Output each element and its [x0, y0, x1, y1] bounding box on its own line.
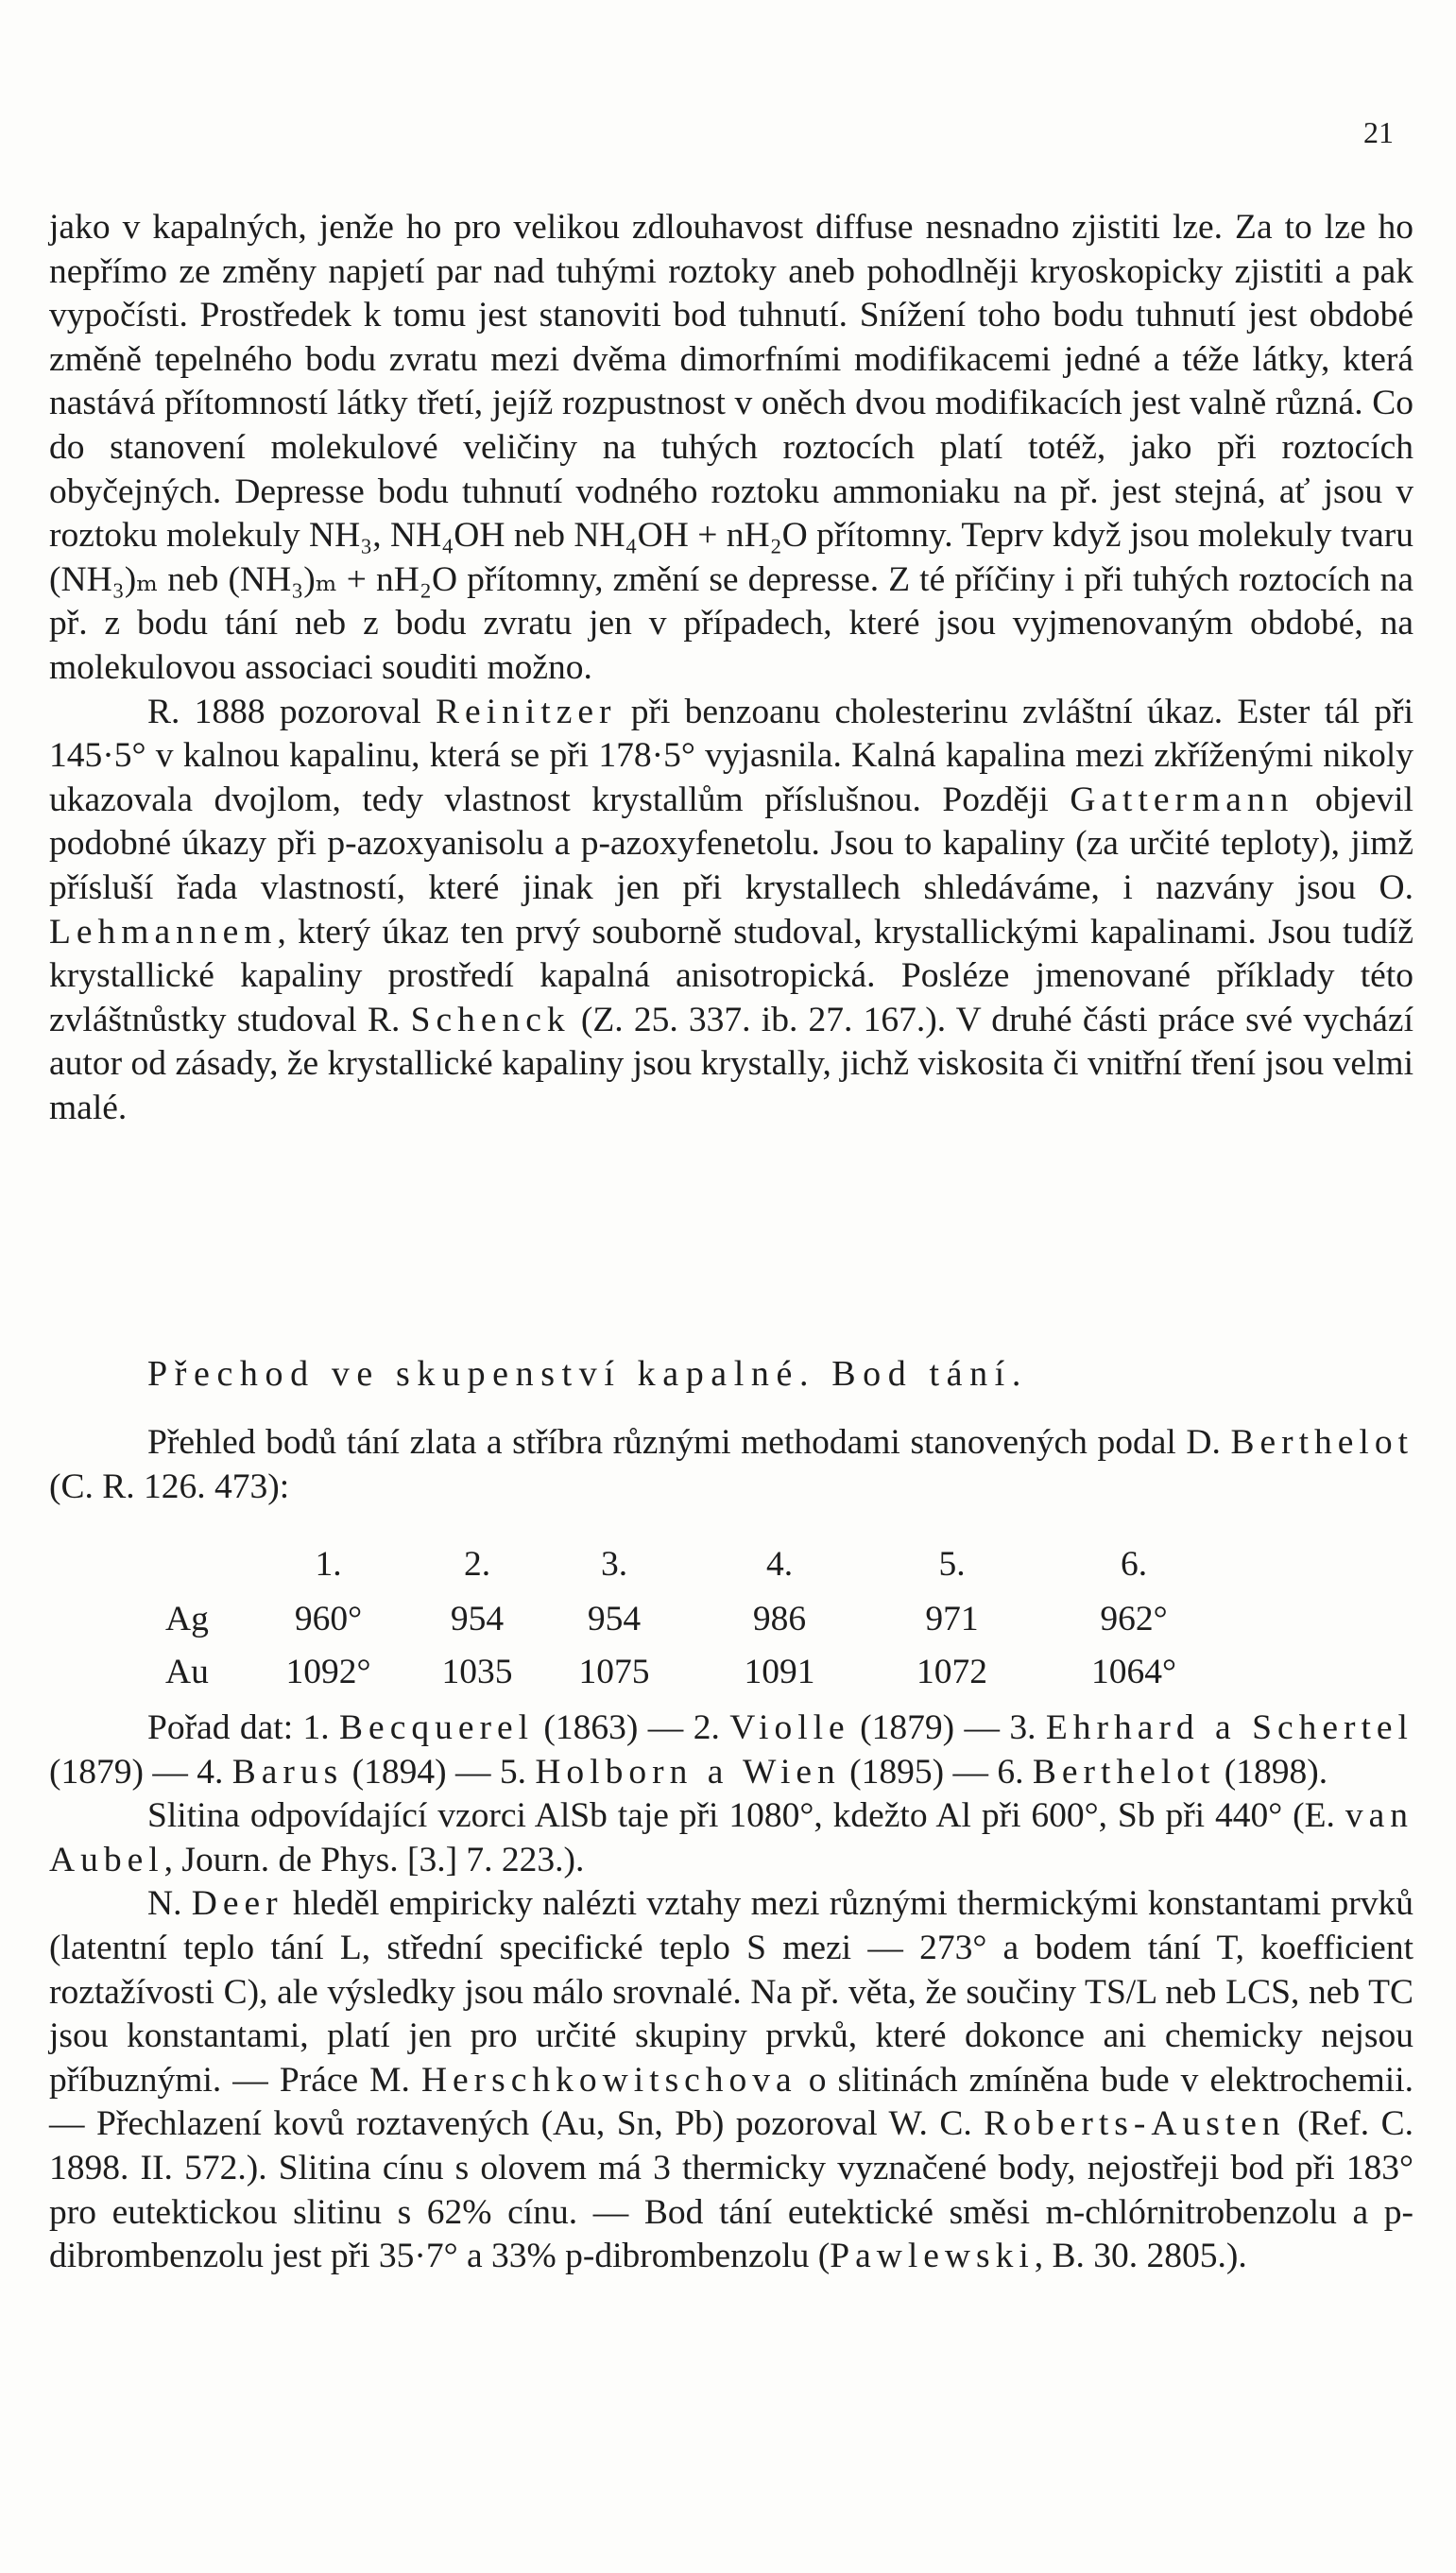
column-header: 4. [765, 1544, 794, 1584]
table-cell: 960° [294, 1599, 363, 1638]
author-name: Ehrhard a Schertel [1045, 1708, 1413, 1747]
author-name: Berthelot [1230, 1423, 1413, 1462]
table-cell: 1064° [1091, 1652, 1176, 1691]
table-cell: 986 [752, 1599, 807, 1638]
paragraph-melting-points-intro: Přehled bodů tání zlata a stříbra různými methodami stanovených podal D. Berthelot (C. R. 126. 473): [49, 1423, 1413, 1506]
row-label: Au [165, 1652, 209, 1691]
author-name: Pawlewski [830, 2237, 1035, 2276]
author-name: Gattermann [1070, 780, 1294, 819]
column-header: 3. [600, 1544, 628, 1584]
paragraph-diffusion-solid-solutions: jako v kapalných, jenže ho pro velikou zdlouhavost diffuse nesnadno zjistiti lze. Za to lze ho nepřímo ze změny napjetí par nad tuhými roztoky aneb pohodlněji kryoskopicky zjistiti a pak vypočísti. Prostředek k tomu jest stanoviti bod tuhnutí. Snížení toho bodu tuhnutí jest obdobé změně tepelného bodu zvratu mezi dvěma dimorfními modifikacemi jedné a téže látky, která nastává přítomností látky třetí, jejíž rozpustnost v oněch dvou modifikacích jest valně různá. Co do stanovení molekulové veličiny na tuhých roztocích platí totéž, jako při roztocích obyčejných. Depresse bodu tuhnutí vodného roztoku ammoniaku na př. jest stejná, ať jsou v roztoku molekuly NH₃, NH₄OH neb NH₄OH + nH₂O přítomny. Teprv když jsou molekuly tvaru (NH₃)ₘ neb (NH₃)ₘ + nH₂O přítomny, změní se depresse. Z té příčiny i při tuhých roztocích na př. z bodu tání neb z bodu zvratu jen v případech, které jsou vyjmenovaným obdobé, na molekulovou associaci souditi možno. [49, 208, 1413, 687]
column-header: 6. [1120, 1544, 1148, 1584]
table-row [165, 1592, 1242, 1645]
author-name: Schenck [410, 1000, 571, 1039]
table-cell: 954 [587, 1599, 642, 1638]
paragraph-alsb-alloy: Slitina odpovídající vzorci AlSb taje při 1080°, kdežto Al při 600°, Sb při 440° (E. van Aubel, Journ. de Phys. [3.] 7. 223.). [49, 1796, 1413, 1879]
author-name: Roberts-Austen [984, 2104, 1286, 2144]
paragraph-thermal-constants: N. Deer hleděl empiricky nalézti vztahy mezi různými thermickými konstantami prvků (latentní teplo tání L, střední specifické teplo S mezi — 273° a bodem tání T, koefficient roztažívosti C), ale výsledky jsou málo srovnalé. Na př. věta, že součiny TS/L neb LCS, neb TC jsou konstantami, platí jen pro určité skupiny prvků, které dokonce ani chemicky nejsou příbuznými. — Práce M. Herschkowitschova o slitinách zmíněna bude v elektrochemii. — Přechlazení kovů roztavených (Au, Sn, Pb) pozoroval W. C. Roberts-Austen (Ref. C. 1898. II. 572.). Slitina cínu s olovem má 3 thermicky vyznačené body, nejostřeji bod při 183° pro eutektickou slitinu s 62% cínu. — Bod tání eutektické směsi m-chlórnitrobenzolu a p-dibrombenzolu jest při 35·7° a 33% p-dibrombenzolu (Pawlewski, B. 30. 2805.). [49, 1884, 1413, 2276]
table-cell: 1072 [916, 1652, 987, 1691]
table-header-row [165, 1535, 1242, 1592]
body-text-lower [49, 1707, 1413, 2279]
author-name: Lehmannem [49, 912, 278, 952]
section-heading: Přechod ve skupenství kapalné. Bod tání. [147, 1354, 1028, 1394]
paragraph-liquid-crystals: R. 1888 pozoroval Reinitzer při benzoanu cholesterinu zvláštní úkaz. Ester tál při 145·5° v kalnou kapalinu, která se při 178·5° vyjasnila. Kalná kapalina mezi zkříženými nikoly ukazovala dvojlom, tedy vlastnost krystallům příslušnou. Později Gattermann objevil podobné úkazy při p-azoxyanisolu a p-azoxyfenetolu. Jsou to kapaliny (za určité teploty), jimž přísluší řada vlastností, které jinak jen při krystallech shledáváme, i nazvány jsou O. Lehmannem, který úkaz ten prvý souborně studoval, krystallickými kapalinami. Jsou tudíž krystallické kapaliny prostředí kapalná anisotropická. Posléze jmenované příklady této zvláštnůstky studoval R. Schenck (Z. 25. 337. ib. 27. 167.). V druhé části práce své vychází autor od zásady, že krystallické kapaliny jsou krystally, jichž viskosita či vnitřní tření jsou velmi malé. [49, 692, 1413, 1127]
table-cell: 1092° [285, 1652, 371, 1691]
table-cell: 954 [450, 1599, 505, 1638]
author-name: Holborn a Wien [535, 1752, 841, 1792]
paragraph-data-order: Pořad dat: 1. Becquerel (1863) — 2. Violle (1879) — 3. Ehrhard a Schertel (1879) — 4. Barus (1894) — 5. Holborn a Wien (1895) — 6. Berthelot (1898). [49, 1708, 1413, 1792]
table-intro [49, 1421, 1413, 1509]
column-header: 5. [938, 1544, 966, 1584]
table-cell: 1035 [441, 1652, 513, 1691]
author-name: Herschkowitschova [420, 2060, 797, 2100]
table-cell: 1075 [578, 1652, 650, 1691]
body-text-upper [49, 206, 1413, 1130]
melting-point-table [165, 1535, 1242, 1698]
column-header: 2. [463, 1544, 491, 1584]
table-cell: 962° [1100, 1599, 1168, 1638]
author-name: Barus [231, 1752, 344, 1792]
author-name: Berthelot [1032, 1752, 1216, 1792]
row-label: Ag [165, 1599, 209, 1638]
table-row [165, 1645, 1242, 1698]
author-name: Becquerel [339, 1708, 535, 1747]
author-name: Deer [191, 1884, 283, 1924]
page-number: 21 [1363, 115, 1394, 149]
table-cell: 971 [925, 1599, 979, 1638]
author-name: Violle [729, 1708, 850, 1747]
author-name: Reinitzer [436, 692, 617, 731]
author-name: van Aubel [49, 1796, 1413, 1879]
table-cell: 1091 [744, 1652, 815, 1691]
column-header: 1. [315, 1544, 342, 1584]
